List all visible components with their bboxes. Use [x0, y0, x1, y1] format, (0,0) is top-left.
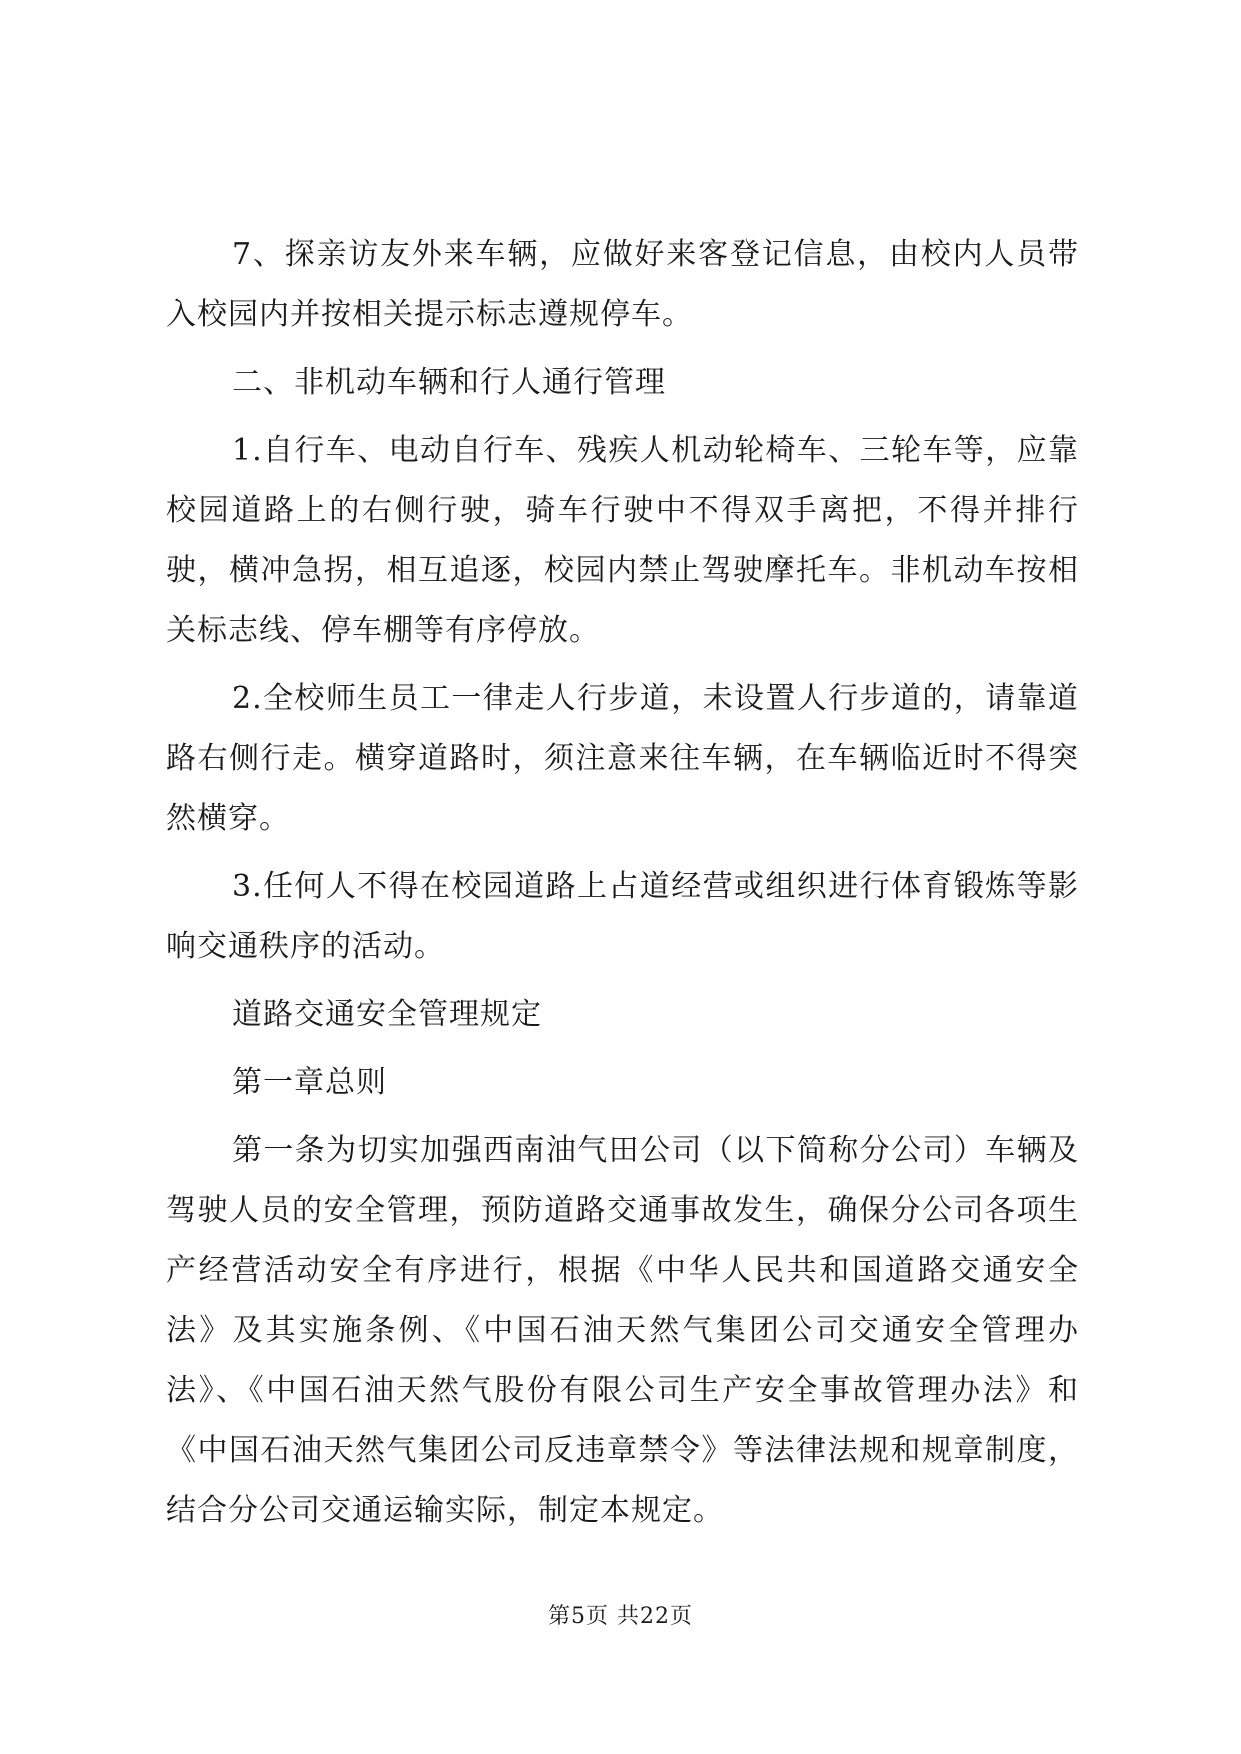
section-heading-non-motor: 二、非机动车辆和行人通行管理	[232, 365, 666, 400]
paragraph-pedestrians: 2.全校师生员工一律走人行步道，未设置人行步道的，请靠道路右侧行走。横穿道路时，须注意来往车辆，在车辆临近时不得突然横穿。	[166, 681, 1079, 836]
paragraph-road-occupation: 3.任何人不得在校园道路上占道经营或组织进行体育锻炼等影响交通秩序的活动。	[166, 869, 1079, 964]
document-title: 道路交通安全管理规定	[232, 997, 542, 1032]
paragraph-article-one: 第一条为切实加强西南油气田公司（以下简称分公司）车辆及驾驶人员的安全管理，预防道路交通事故发生，确保分公司各项生产经营活动安全有序进行，根据《中华人民共和国道路交通安全法》及其实施条例、《中国石油天然气集团公司交通安全管理办法》、《中国石油天然气股份有限公司生产安全事故管理办法》和《中国石油天然气集团公司反违章禁令》等法律法规和规章制度，结合分公司交通运输实际，制定本规定。	[166, 1133, 1079, 1528]
document-body	[166, 225, 1079, 1549]
paragraph-bicycles: 1.自行车、电动自行车、残疾人机动轮椅车、三轮车等，应靠校园道路上的右侧行驶，骑车行驶中不得双手离把，不得并排行驶，横冲急拐，相互追逐，校园内禁止驾驶摩托车。非机动车按相关标志线、停车棚等有序停放。	[166, 433, 1079, 648]
paragraph-visitor-vehicles: 7、探亲访友外来车辆，应做好来客登记信息，由校内人员带入校园内并按相关提示标志遵规停车。	[166, 237, 1079, 332]
page-footer: 第5页 共22页	[548, 1604, 693, 1629]
chapter-heading: 第一章总则	[232, 1065, 387, 1100]
